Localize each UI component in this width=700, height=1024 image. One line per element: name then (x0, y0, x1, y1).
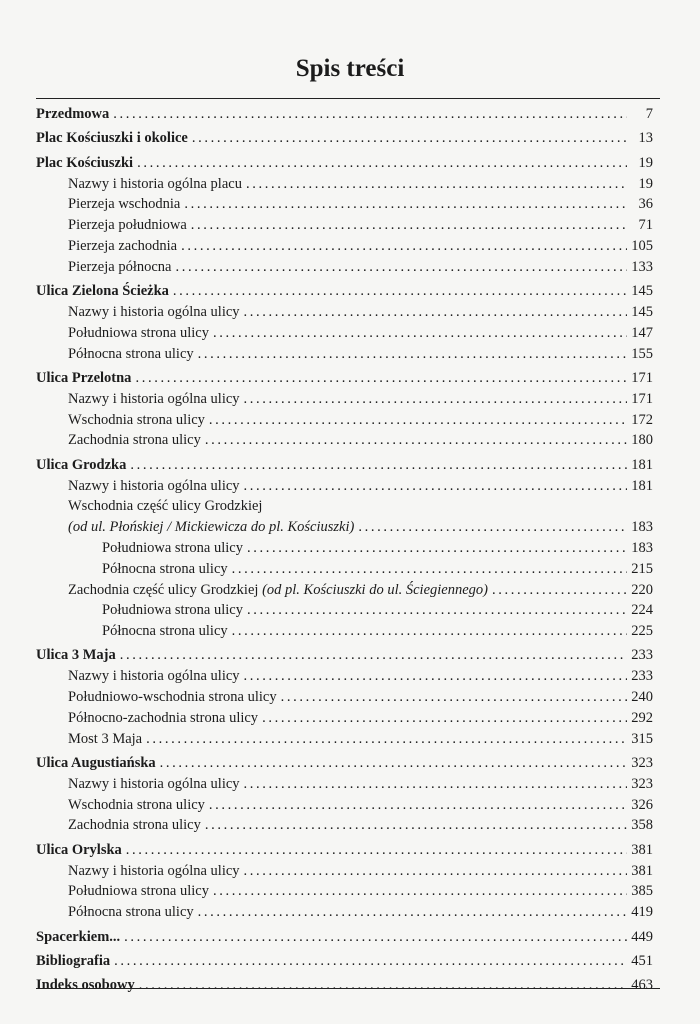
toc-entry-text: Wschodnia strona ulicy (68, 796, 205, 813)
toc-entry-title (68, 687, 277, 708)
toc-entry-title (68, 708, 258, 729)
dot-leader (146, 729, 627, 750)
toc-entry-title (36, 368, 131, 389)
toc-section[interactable] (36, 708, 653, 729)
toc-entry-text: Nazwy i historia ogólna ulicy (68, 390, 240, 407)
toc-entry-text: Południowa strona ulicy (68, 883, 209, 900)
toc-entry-title (68, 389, 240, 410)
toc-entry-text: Południowa strona ulicy (102, 602, 243, 619)
page-number: 147 (631, 324, 653, 341)
page-number: 145 (631, 303, 653, 320)
toc-subsection[interactable] (36, 538, 653, 559)
dot-leader (139, 975, 627, 996)
toc-entry-text: Ulica Zielona Ścieżka (36, 283, 169, 300)
toc-entry-text: Północna strona ulicy (102, 560, 228, 577)
page-number: 381 (631, 841, 653, 858)
toc-entry-text: Plac Kościuszki (36, 154, 134, 171)
page-number: 449 (631, 928, 653, 945)
toc-entry-title (68, 902, 194, 923)
page-number: 181 (631, 456, 653, 473)
toc-entry-text: Most 3 Maja (68, 730, 143, 747)
toc-entry-title (68, 517, 354, 538)
toc-entry-note: (od pl. Kościuszki do ul. Ściegiennego) (262, 581, 488, 598)
toc-entry-title (68, 344, 194, 365)
page-number: 215 (631, 560, 653, 577)
toc-section[interactable] (36, 729, 653, 750)
page-number: 19 (638, 154, 653, 171)
toc-entry-text: Nazwy i historia ogólna ulicy (68, 775, 240, 792)
dot-leader (192, 128, 627, 149)
page-number: 183 (631, 519, 653, 536)
toc-entry-title (36, 281, 169, 302)
dot-leader (244, 302, 627, 323)
toc-section[interactable] (36, 174, 653, 195)
toc-entry-text: Południowo-wschodnia strona ulicy (68, 689, 277, 706)
toc-chapter[interactable] (36, 104, 653, 125)
toc-section[interactable] (36, 302, 653, 323)
toc-entry-text: Bibliografia (36, 953, 111, 970)
toc-entry-text: Północna strona ulicy (102, 623, 228, 640)
page-number: 155 (631, 345, 653, 362)
dot-leader (247, 538, 627, 559)
toc-entry-title (68, 194, 180, 215)
toc-entry-text: Północna strona ulicy (68, 345, 194, 362)
toc-entry-title (36, 951, 110, 972)
toc-section[interactable] (36, 194, 653, 215)
toc-entry-title (68, 323, 209, 344)
page-number: 71 (638, 217, 653, 234)
toc-entry-title (36, 153, 133, 174)
dot-leader (175, 257, 627, 278)
toc-entry-title (36, 927, 120, 948)
toc-entry-title (68, 795, 205, 816)
toc-entry-text: Ulica Orylska (36, 841, 122, 858)
page-title: Spis treści (295, 54, 405, 82)
page-number: 463 (631, 977, 653, 994)
dot-leader (213, 323, 627, 344)
page-number: 171 (631, 390, 653, 407)
toc-section[interactable] (36, 257, 653, 278)
toc-section[interactable] (36, 902, 653, 923)
toc-subsection[interactable] (36, 559, 653, 580)
dot-leader (244, 389, 627, 410)
dot-leader (209, 410, 627, 431)
page-number: 451 (631, 953, 653, 970)
dot-leader (209, 795, 627, 816)
toc-entry-text: Nazwy i historia ogólna placu (68, 175, 242, 192)
dot-leader (198, 902, 627, 923)
page-number: 171 (631, 369, 653, 386)
toc-entry-text: Ulica Grodzka (36, 456, 127, 473)
toc-entry-title (102, 559, 228, 580)
page-number: 36 (638, 196, 653, 213)
dot-leader (492, 580, 627, 601)
toc-section[interactable] (36, 323, 653, 344)
page-number: 233 (631, 647, 653, 664)
dot-leader (358, 517, 627, 538)
toc-entry-text: Pierzeja północna (68, 258, 172, 275)
dot-leader (126, 840, 627, 861)
toc-entry-title (36, 455, 126, 476)
toc-entry-title (68, 410, 205, 431)
toc-entry-text: Pierzeja południowa (68, 217, 187, 234)
toc-entry-title (102, 538, 243, 559)
dot-leader (173, 281, 627, 302)
toc-entry-text: Zachodnia strona ulicy (68, 817, 201, 834)
dot-leader (281, 687, 627, 708)
dot-leader (137, 153, 627, 174)
dot-leader (232, 621, 627, 642)
toc-chapter[interactable] (36, 840, 653, 861)
page-number: 225 (631, 623, 653, 640)
toc-entry-title (102, 621, 228, 642)
toc-entry-text: Plac Kościuszki i okolice (36, 130, 188, 147)
page-number: 381 (631, 862, 653, 879)
dot-leader (130, 455, 627, 476)
toc-chapter[interactable] (36, 975, 653, 996)
toc-entry-title (68, 774, 240, 795)
table-of-contents (36, 104, 653, 996)
toc-section[interactable] (36, 687, 653, 708)
dot-leader (114, 951, 627, 972)
toc-section[interactable] (36, 476, 653, 497)
page-number: 224 (631, 602, 653, 619)
toc-chapter[interactable] (36, 368, 653, 389)
toc-section[interactable] (36, 774, 653, 795)
toc-chapter[interactable] (36, 753, 653, 774)
toc-section[interactable] (36, 795, 653, 816)
toc-entry-text: Zachodnia strona ulicy (68, 432, 201, 449)
toc-entry-text: Wschodnia część ulicy Grodzkiej (68, 498, 263, 515)
toc-section[interactable] (36, 881, 653, 902)
page-number: 19 (638, 175, 653, 192)
toc-entry-title (68, 302, 240, 323)
toc-chapter[interactable] (36, 128, 653, 149)
toc-entry-text: Ulica 3 Maja (36, 647, 116, 664)
toc-entry-title (68, 666, 240, 687)
toc-section[interactable] (36, 861, 653, 882)
dot-leader (246, 174, 627, 195)
toc-entry-text: Nazwy i historia ogólna ulicy (68, 668, 240, 685)
toc-section[interactable] (36, 344, 653, 365)
toc-entry-text: Wschodnia strona ulicy (68, 411, 205, 428)
toc-entry-text: Nazwy i historia ogólna ulicy (68, 303, 240, 320)
toc-chapter[interactable] (36, 455, 653, 476)
toc-entry-text: Nazwy i historia ogólna ulicy (68, 862, 240, 879)
toc-entry-text: Północno-zachodnia strona ulicy (68, 709, 259, 726)
toc-entry-text: Zachodnia część ulicy Grodzkiej (68, 581, 263, 598)
dot-leader (262, 708, 627, 729)
toc-section[interactable] (36, 666, 653, 687)
toc-subsection[interactable] (36, 600, 653, 621)
dot-leader (244, 476, 627, 497)
page-number: 240 (631, 689, 653, 706)
toc-entry-title (68, 257, 171, 278)
dot-leader (124, 927, 627, 948)
page-number: 145 (631, 283, 653, 300)
page-number: 105 (631, 237, 653, 254)
toc-entry-note: (od ul. Płońskiej / Mickiewicza do pl. Kościuszki) (68, 519, 355, 536)
page-number: 315 (631, 730, 653, 747)
toc-entry-title (68, 861, 240, 882)
dot-leader (135, 368, 627, 389)
dot-leader (247, 600, 627, 621)
toc-entry-title (68, 815, 201, 836)
toc-section[interactable] (36, 236, 653, 257)
dot-leader (244, 861, 627, 882)
top-rule (36, 98, 660, 99)
toc-section[interactable] (36, 517, 653, 538)
dot-leader (120, 645, 627, 666)
toc-section[interactable] (36, 410, 653, 431)
toc-subsection[interactable] (36, 621, 653, 642)
dot-leader (160, 753, 627, 774)
dot-leader (191, 215, 627, 236)
toc-chapter[interactable] (36, 951, 653, 972)
toc-entry-title (68, 496, 262, 517)
toc-entry-text: Ulica Przelotna (36, 369, 132, 386)
toc-entry-text: Pierzeja zachodnia (68, 237, 178, 254)
toc-entry-title (36, 128, 188, 149)
toc-section[interactable] (36, 389, 653, 410)
toc-entry-title (36, 840, 122, 861)
page-number: 13 (638, 130, 653, 147)
toc-entry-title (36, 975, 135, 996)
page-number: 292 (631, 709, 653, 726)
page-number: 172 (631, 411, 653, 428)
toc-entry-title (36, 645, 116, 666)
toc-entry-title (68, 729, 142, 750)
dot-leader (205, 430, 627, 451)
page-number: 323 (631, 755, 653, 772)
toc-chapter[interactable] (36, 153, 653, 174)
toc-entry-title (102, 600, 243, 621)
page-number: 233 (631, 668, 653, 685)
toc-entry-title (68, 174, 242, 195)
toc-entry-title (36, 104, 109, 125)
toc-section[interactable] (36, 215, 653, 236)
page-number: 419 (631, 904, 653, 921)
toc-chapter[interactable] (36, 281, 653, 302)
page-number: 385 (631, 883, 653, 900)
toc-section[interactable] (36, 496, 653, 517)
toc-section[interactable] (36, 430, 653, 451)
dot-leader (181, 236, 627, 257)
toc-entry-title (36, 753, 156, 774)
page-number: 220 (631, 581, 653, 598)
toc-entry-text: Południowa strona ulicy (68, 324, 209, 341)
toc-entry-text: Nazwy i historia ogólna ulicy (68, 477, 240, 494)
toc-entry-text: Ulica Augustiańska (36, 755, 156, 772)
page-number: 323 (631, 775, 653, 792)
dot-leader (198, 344, 627, 365)
page-number: 180 (631, 432, 653, 449)
toc-section[interactable] (36, 580, 653, 601)
toc-entry-title (68, 430, 201, 451)
toc-entry-text: Przedmowa (36, 106, 110, 122)
toc-entry-text: Pierzeja wschodnia (68, 196, 181, 213)
dot-leader (232, 559, 627, 580)
toc-entry-title (68, 580, 488, 601)
dot-leader (244, 774, 627, 795)
toc-entry-title (68, 476, 240, 497)
page-number: 133 (631, 258, 653, 275)
dot-leader (213, 881, 627, 902)
bottom-rule (36, 988, 660, 989)
page-number: 183 (631, 539, 653, 556)
toc-section[interactable] (36, 815, 653, 836)
toc-entry-text: Północna strona ulicy (68, 904, 194, 921)
dot-leader (184, 194, 627, 215)
toc-entry-title (68, 236, 177, 257)
toc-chapter[interactable] (36, 927, 653, 948)
toc-entry-title (68, 215, 187, 236)
toc-entry-text: Południowa strona ulicy (102, 539, 243, 556)
page-number: 7 (645, 106, 653, 122)
page-number: 358 (631, 817, 653, 834)
toc-entry-text: Spacerkiem... (36, 928, 121, 945)
toc-entry-title (68, 881, 209, 902)
page-number: 326 (631, 796, 653, 813)
dot-leader (244, 666, 627, 687)
toc-entry-text: Indeks osobowy (36, 977, 135, 994)
toc-chapter[interactable] (36, 645, 653, 666)
page-number: 181 (631, 477, 653, 494)
dot-leader (205, 815, 627, 836)
dot-leader (113, 104, 627, 125)
